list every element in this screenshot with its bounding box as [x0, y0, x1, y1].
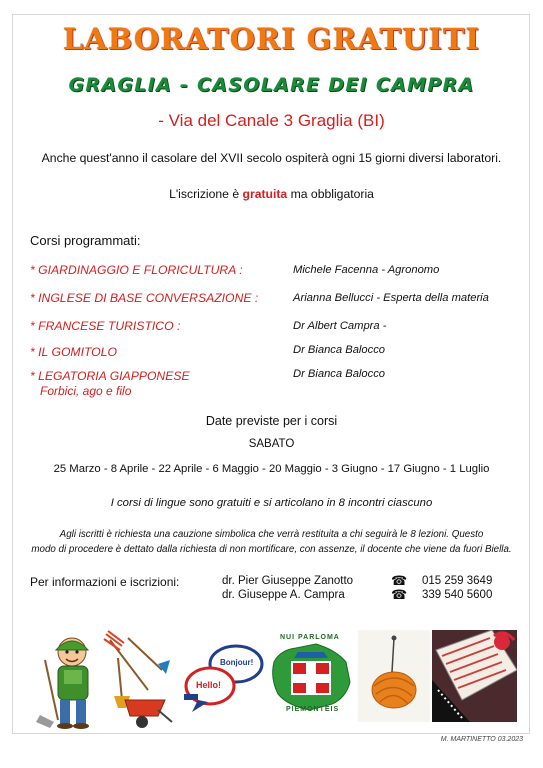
course-name: * IL GOMITOLO	[30, 345, 117, 359]
courses-heading: Corsi programmati:	[30, 233, 141, 248]
course-name: * INGLESE DI BASE CONVERSAZIONE :	[30, 291, 259, 305]
course-teacher: Michele Facenna - Agronomo	[293, 264, 440, 276]
deposit-note	[0, 527, 543, 557]
registration-prefix: L'iscrizione è	[169, 187, 243, 201]
phone-icon: ☎	[391, 587, 408, 602]
bubble-text-french: Bonjour!	[220, 658, 254, 667]
page-subtitle: GRAGLIA - CASOLARE DEI CAMPRA	[68, 74, 475, 96]
yarn-ball-photo	[358, 630, 430, 722]
deposit-note-line: modo di procedere è dettato dalla richiesta di non mortificare, con assenze, il docente che viene da fuori Biella.	[31, 544, 512, 555]
course-detail: Forbici, ago e filo	[40, 384, 132, 398]
phone-icon: ☎	[391, 573, 408, 588]
book-binding-photo	[432, 630, 517, 722]
schedule-day: SABATO	[248, 438, 295, 450]
course-teacher: Dr Bianca Balocco	[293, 368, 386, 380]
logo-text-bottom: PIEMONTÈIS	[286, 706, 340, 713]
page-title: LABORATORI GRATUITI	[62, 22, 481, 56]
deposit-note-line: Agli iscritti è richiesta una cauzione simbolica che verrà restituita a chi seguirà le 8 lezioni. Questo	[59, 529, 484, 540]
contact-name: dr. Pier Giuseppe Zanotto	[222, 575, 354, 587]
contacts-label: Per informazioni e iscrizioni:	[30, 575, 180, 589]
piedmont-logo	[266, 632, 356, 718]
schedule-heading: Date previste per i corsi	[205, 414, 338, 428]
contact-phone: 015 259 3649	[422, 575, 493, 587]
logo-text-top: NUI PARLOMA	[280, 634, 340, 641]
course-teacher: Dr Albert Campra -	[293, 320, 387, 332]
bubble-text-english: Hello!	[196, 680, 222, 690]
address: - Via del Canale 3 Graglia (BI)	[158, 111, 385, 130]
course-teacher: Arianna Bellucci - Esperta della materia	[293, 292, 489, 304]
contact-phone: 339 540 5600	[422, 589, 493, 601]
schedule-dates: 25 Marzo - 8 Aprile - 22 Aprile - 6 Maggio - 20 Maggio - 3 Giugno - 17 Giugno - 1 Luglio	[53, 463, 490, 475]
course-name: * GIARDINAGGIO E FLORICULTURA :	[30, 263, 243, 277]
course-name: * LEGATORIA GIAPPONESE	[30, 369, 190, 383]
registration-suffix: ma obbligatoria	[287, 187, 374, 201]
author-credit: M. MARTINETTO 03.2023	[440, 736, 523, 743]
contact-name: dr. Giuseppe A. Campra	[222, 589, 345, 601]
gardener-illustration	[30, 630, 175, 730]
course-teacher: Dr Bianca Balocco	[293, 344, 386, 356]
intro-text: Anche quest'anno il casolare del XVII secolo ospiterà ogni 15 giorni diversi laboratori.	[41, 151, 502, 165]
speech-bubbles-illustration	[182, 640, 264, 715]
registration-text	[0, 187, 543, 201]
registration-highlight: gratuita	[242, 187, 288, 201]
course-name: * FRANCESE TURISTICO :	[30, 319, 181, 333]
languages-note: I corsi di lingue sono gratuiti e si articolano in 8 incontri ciascuno	[110, 497, 433, 509]
